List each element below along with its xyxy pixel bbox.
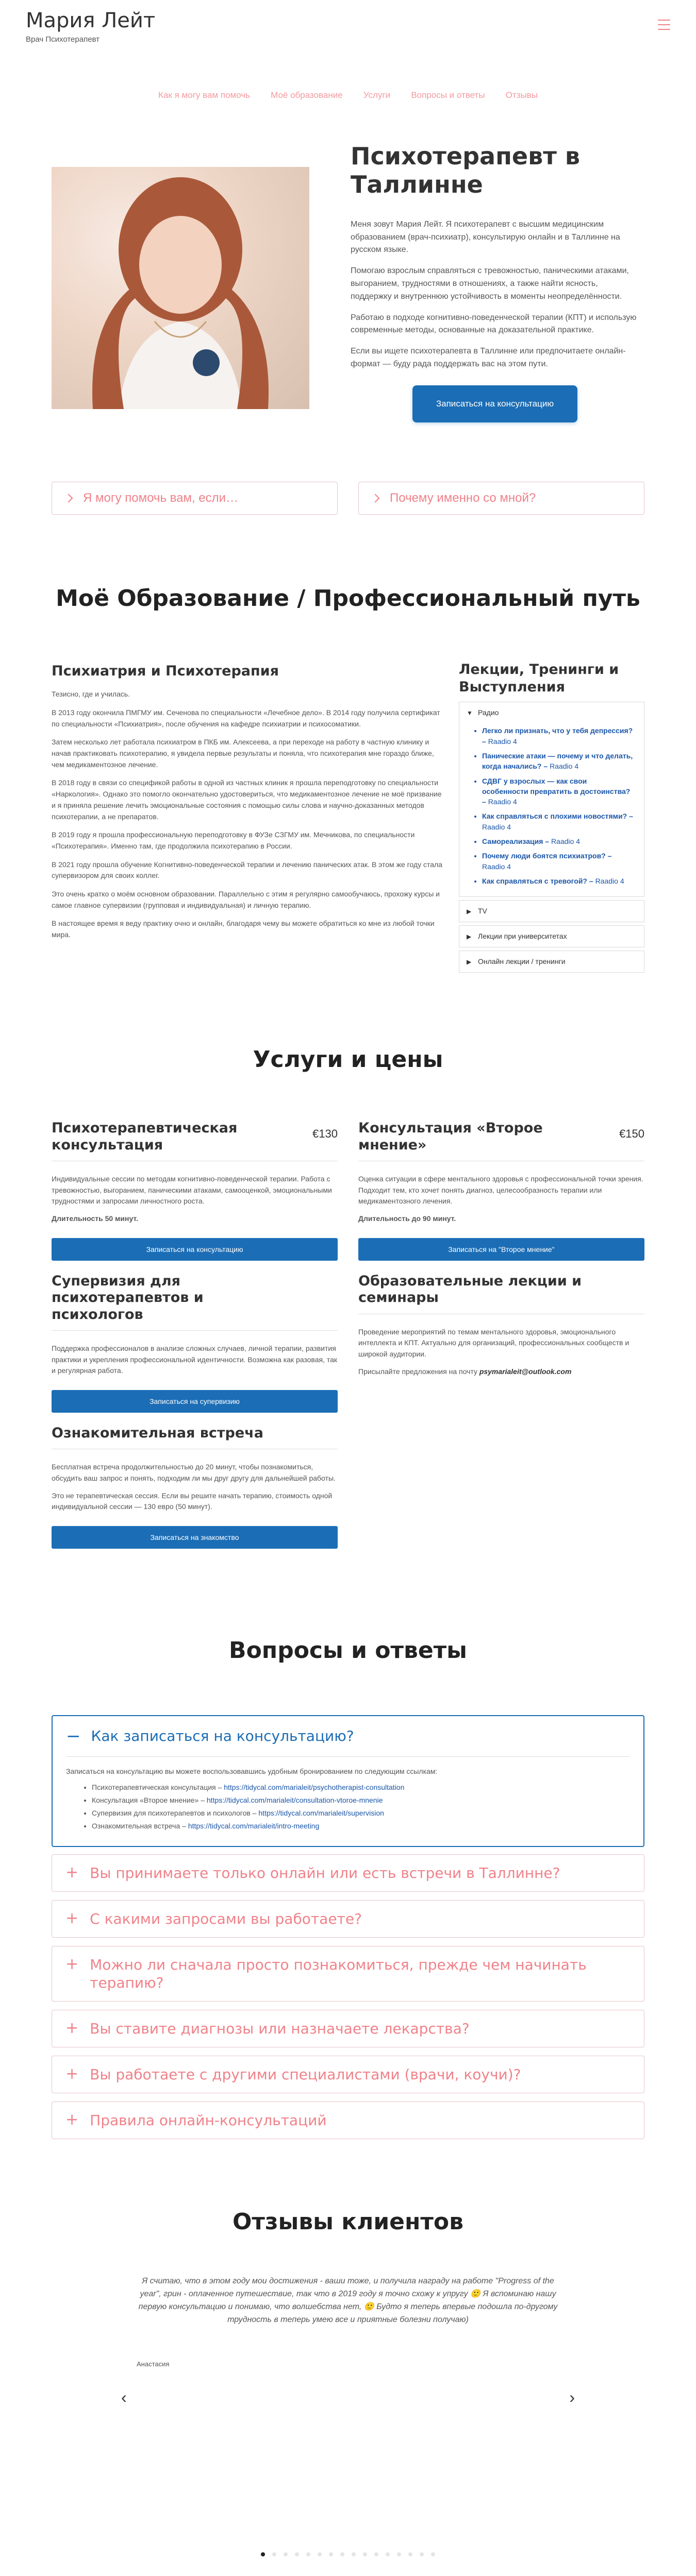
lecture-item[interactable]: • Как справляться с тревогой? – Raadio 4 xyxy=(482,876,634,886)
faq-item-open xyxy=(52,1715,644,1847)
service-description: Бесплатная встреча продолжительностью до 20 минут, чтобы познакомиться, обсудить ваш запрос и понять, подходим ли мы друг другу для дальнейшей работы. xyxy=(52,1463,336,1483)
hero-paragraph: Помогаю взрослым справляться с тревожностью, паническими атаками, выгоранием, трудностями в отношениях, а также найти ясность, поддержку и внутреннюю устойчивость в моменты неопределённости. xyxy=(351,266,629,301)
faq-answer: Записаться на консультацию вы можете воспользовавшись удобным бронированием по следующим ссылкам: • Психотерапевтическая консультация – https://tidycal.com/marialeit/psychotherapist-consultation • Консультация «Второе мнение» – https://tidycal.com/marialeit/consultation-vtoroe-mnenie • Супервизия для психотерапевтов и психологов – https://tidycal.com/marialeit/supervision • Ознакомительная встреча – https://tidycal.com/marialeit/intro-meeting xyxy=(66,1756,630,1846)
list-item: • Ознакомительная встреча – https://tidycal.com/marialeit/intro-meeting xyxy=(92,1821,630,1832)
email-link[interactable]: psymarialeit@outlook.com xyxy=(479,1367,572,1376)
service-description: Оценка ситуации в сфере ментального здоровья с профессиональной точки зрения. Подходит тем, кто хочет понять диагноз, целесообразность терапии или медикаментозного лечения. xyxy=(358,1174,643,1206)
review-slider-controls xyxy=(121,2385,575,2410)
slider-dot[interactable] xyxy=(306,2552,310,2556)
service-price: €130 xyxy=(312,1127,338,1141)
book-intro-button[interactable]: Записаться на знакомство xyxy=(52,1526,338,1549)
education-paragraph: В 2019 году я прошла профессиональную переподготовку в ФУЗе СЗГМУ им. Мечникова, по специальности «Психотерапия». Именно там, где продолжила психотерапию в России. xyxy=(52,831,415,850)
arrow-left-icon[interactable]: ‹ xyxy=(121,2387,127,2406)
services-section xyxy=(52,1118,644,1549)
lectures-list xyxy=(459,723,644,896)
booking-link[interactable]: https://tidycal.com/marialeit/intro-meeting xyxy=(188,1822,320,1831)
chevron-right-icon: ▶ xyxy=(467,958,472,965)
accordion-label: Я могу помочь вам, если… xyxy=(83,490,239,505)
faq-item[interactable]: + Вы принимаете только онлайн или есть встречи в Таллинне? xyxy=(52,1854,644,1892)
faq-item[interactable]: + Можно ли сначала просто познакомиться, прежде чем начинать терапию? xyxy=(52,1946,644,2002)
faq-item[interactable]: + Вы ставите диагнозы или назначаете лекарства? xyxy=(52,2010,644,2047)
arrow-right-icon[interactable]: › xyxy=(569,2387,575,2406)
lecture-item[interactable]: • Легко ли признать, что у тебя депрессия? – Raadio 4 xyxy=(482,725,634,747)
accordion-label: Почему именно со мной? xyxy=(390,490,536,505)
lecture-item[interactable]: • СДВГ у взрослых — как свои особенности превратить в достоинства? – Raadio 4 xyxy=(482,776,634,807)
lectures-group-tv[interactable]: ▶ TV xyxy=(459,900,644,922)
service-title: Ознакомительная встреча xyxy=(52,1425,263,1441)
slider-dot[interactable] xyxy=(352,2552,356,2556)
education-paragraph: В 2018 году в связи со спецификой работы в одной из частных клиник я прошла переподготовку по специальности «Наркология». Однако это помогло окончательно удостовериться, что медикаментозное лечение не моё призвание и я приняла решение лечить эмоциональные состояния с помощью силы слова и научно-доказанных методов психотерапии, а не препаратов. xyxy=(52,778,442,821)
booking-links xyxy=(92,1782,630,1832)
nav-link-faq[interactable]: Вопросы и ответы xyxy=(411,90,485,100)
slider-dot[interactable] xyxy=(272,2552,276,2556)
main-nav xyxy=(0,89,696,102)
faq-item[interactable]: + Вы работаете с другими специалистами (врачи, коучи)? xyxy=(52,2056,644,2093)
slider-dot[interactable] xyxy=(397,2552,401,2556)
hero-title: Психотерапевт в Таллинне xyxy=(351,142,580,198)
book-supervision-button[interactable]: Записаться на супервизию xyxy=(52,1390,338,1413)
plus-icon: + xyxy=(65,2111,79,2129)
accordion-why-me[interactable] xyxy=(358,482,644,515)
service-card xyxy=(52,1423,338,1549)
slider-dot[interactable] xyxy=(340,2552,344,2556)
list-item: • Супервизия для психотерапевтов и психологов – https://tidycal.com/marialeit/supervision xyxy=(92,1808,630,1819)
faq-question: Как записаться на консультацию? xyxy=(91,1727,354,1745)
slider-dot[interactable] xyxy=(386,2552,390,2556)
portrait-photo xyxy=(52,167,309,409)
hero-paragraph: Работаю в подходе когнитивно-поведенческой терапии (КПТ) и использую современные методы, основанные на доказательной практике. xyxy=(351,313,637,335)
review-text: Я считаю, что в этом году мои достижения - ваши тоже, и получила награду на работе "Progress of the year", грин - оплаченное путешествие, так что в 2019 году я точно схожу к упругу 🙂 Я вспоминаю нашу первую консультацию и понимаю, что волшебства нет, 🙂 Будто я теперь впервые подошла по-другому трудность в теперь умею все и приятные болезни получаю) xyxy=(138,2277,558,2324)
service-duration: Длительность до 90 минут. xyxy=(358,1214,456,1223)
lectures-sidebar xyxy=(459,661,644,976)
lectures-group-universities[interactable]: ▶ Лекции при университетах xyxy=(459,925,644,947)
minus-icon: − xyxy=(66,1726,81,1747)
book-consultation-button[interactable]: Записаться на консультацию xyxy=(412,385,577,422)
hero-paragraph: Если вы ищете психотерапевта в Таллинне или предпочитаете онлайн-формат — буду рада поддержать вас на этом пути. xyxy=(351,347,626,369)
slider-dot[interactable] xyxy=(420,2552,424,2556)
service-description: Поддержка профессионалов в анализе сложных случаев, личной терапии, развития практики и укрепления профессиональной идентичности. Возможна как разовая, так и регулярная работа. xyxy=(52,1344,338,1375)
service-title: Супервизия для психотерапевтов и психологов xyxy=(52,1273,204,1323)
lectures-group-toggle[interactable]: ▼ Радио xyxy=(467,708,499,717)
faq-title: Вопросы и ответы xyxy=(229,1637,467,1664)
reviews-title: Отзывы клиентов xyxy=(233,2209,463,2235)
lectures-group-radio xyxy=(459,702,644,897)
service-price: €150 xyxy=(619,1127,644,1141)
education-main xyxy=(52,661,443,976)
slider-dot[interactable] xyxy=(295,2552,299,2556)
service-description: Проведение мероприятий по темам ментального здоровья, эмоционального интеллекта и КПТ. Актуально для организаций, профессиональных сообществ и широкой аудитории. xyxy=(358,1327,629,1358)
hero-section xyxy=(52,142,644,422)
nav-link-reviews[interactable]: Отзывы xyxy=(505,90,538,100)
plus-icon: + xyxy=(65,2019,79,2038)
slider-dot[interactable] xyxy=(408,2552,412,2556)
plus-icon: + xyxy=(65,1909,79,1928)
booking-link[interactable]: https://tidycal.com/marialeit/consultation-vtoroe-mnenie xyxy=(206,1796,383,1805)
service-contact-note: Присылайте предложения на почту psymarialeit@outlook.com xyxy=(358,1367,572,1376)
book-consultation-button[interactable]: Записаться на консультацию xyxy=(52,1238,338,1261)
hero-text xyxy=(351,142,639,422)
slider-dot[interactable] xyxy=(261,2552,265,2556)
site-title[interactable]: Мария Лейт xyxy=(26,9,156,32)
education-paragraph: В настоящее время я веду практику очно и онлайн, благодаря чему вы можете обратиться ко мне из любой точки мира. xyxy=(52,919,435,939)
chevron-down-icon: ▼ xyxy=(467,709,473,717)
review-author: Анастасия xyxy=(137,2360,170,2368)
education-title: Моё Образование / Профессиональный путь xyxy=(56,585,640,612)
service-card xyxy=(358,1271,644,1413)
slider-dots xyxy=(0,2549,696,2561)
site-tagline: Врач Психотерапевт xyxy=(26,35,100,44)
chevron-right-icon: ▶ xyxy=(467,933,472,940)
chevron-right-icon: ▶ xyxy=(467,907,472,915)
service-duration: Длительность 50 минут. xyxy=(52,1214,138,1223)
nav-link-services[interactable]: Услуги xyxy=(363,90,391,100)
book-second-opinion-button[interactable]: Записаться на "Второе мнение" xyxy=(358,1238,644,1261)
top-accordions xyxy=(52,482,644,515)
education-paragraph: В 2013 году окончила ПМГМУ им. Сеченова по специальности «Лечебное дело». В 2014 году получила сертификат по специальности «Психиатрия», после обучения на кафедре психиатрии и психосоматики. xyxy=(52,708,440,728)
chevron-right-icon xyxy=(64,494,73,502)
chevron-right-icon xyxy=(371,494,380,502)
services-title: Услуги и цены xyxy=(253,1046,443,1073)
slider-dot[interactable] xyxy=(318,2552,322,2556)
education-paragraph: Это очень кратко о моём основном образовании. Параллельно с этим я регулярно самообучаюсь, прохожу курсы и самое главное супервизии (групповая и индивидуальная) и личную терапию. xyxy=(52,889,440,909)
booking-link[interactable]: https://tidycal.com/marialeit/supervision xyxy=(258,1809,384,1818)
hero-paragraph: Меня зовут Мария Лейт. Я психотерапевт с высшим медицинским образованием (врач-психиатр), консультирую онлайн и в Таллинне на русском языке. xyxy=(351,219,620,255)
lecture-item[interactable]: • Панические атаки — почему и что делать, когда начались? – Raadio 4 xyxy=(482,751,634,772)
slider-dot[interactable] xyxy=(431,2552,435,2556)
faq-item[interactable]: + С какими запросами вы работаете? xyxy=(52,1900,644,1938)
lectures-group-online[interactable]: ▶ Онлайн лекции / тренинги xyxy=(459,951,644,973)
service-title: Психотерапевтическая консультация xyxy=(52,1120,238,1153)
service-description: Это не терапевтическая сессия. Если вы решите начать терапию, стоимость одной индивидуальной сессии — 130 евро (50 минут). xyxy=(52,1491,333,1511)
plus-icon: + xyxy=(65,1863,79,1882)
education-heading: Психиатрия и Психотерапия xyxy=(52,663,279,679)
service-card xyxy=(52,1271,338,1413)
menu-icon[interactable] xyxy=(658,20,670,30)
nav-link-help[interactable]: Как я могу вам помочь xyxy=(158,90,250,100)
plus-icon: + xyxy=(65,2065,79,2083)
service-description: Индивидуальные сессии по методам когнитивно-поведенческой терапии. Работа с тревожностью, выгоранием, паническими атаками, самооценкой, эмоциональными трудностями и запросами личностного роста. xyxy=(52,1174,332,1206)
list-item: • Психотерапевтическая консультация – https://tidycal.com/marialeit/psychotherapist-consultation xyxy=(92,1782,630,1793)
plus-icon: + xyxy=(65,1955,79,1974)
slider-dot[interactable] xyxy=(374,2552,378,2556)
lecture-item[interactable]: • Почему люди боятся психиатров? – Raadio 4 xyxy=(482,851,634,872)
slider-dot[interactable] xyxy=(284,2552,288,2556)
faq-item[interactable]: + Правила онлайн-консультаций xyxy=(52,2102,644,2139)
education-paragraph: В 2021 году прошла обучение Когнитивно-поведенческой терапии и лечению панических атак. В этом же году стала супервизором для своих коллег. xyxy=(52,860,442,880)
lecture-item[interactable]: • Как справляться с плохими новостями? – Raadio 4 xyxy=(482,811,634,832)
service-title: Консультация «Второе мнение» xyxy=(358,1120,543,1153)
slider-dot[interactable] xyxy=(363,2552,367,2556)
service-title: Образовательные лекции и семинары xyxy=(358,1273,582,1306)
slider-dot[interactable] xyxy=(329,2552,333,2556)
education-paragraph: Затем несколько лет работала психиатром в ПКБ им. Алексеева, а при переходе на работу в частную клинику и начав практиковать психотерапию, я увидела первые результаты и поняла, что психотерапия мне гораздо ближе, чем медикаментозное лечение. xyxy=(52,738,434,769)
lecture-item[interactable]: • Самореализация – Raadio 4 xyxy=(482,836,634,846)
booking-link[interactable]: https://tidycal.com/marialeit/psychotherapist-consultation xyxy=(224,1783,405,1792)
education-paragraph: Тезисно, где и училась. xyxy=(52,690,130,699)
faq-section xyxy=(52,1715,644,2139)
service-card xyxy=(358,1118,644,1261)
lectures-heading: Лекции, Тренинги и Выступления xyxy=(459,661,619,695)
site-header xyxy=(0,0,696,57)
education-section xyxy=(52,661,644,976)
service-card xyxy=(52,1118,338,1261)
accordion-help[interactable] xyxy=(52,482,338,515)
faq-question-toggle[interactable] xyxy=(66,1725,630,1747)
list-item: • Консультация «Второе мнение» – https://tidycal.com/marialeit/consultation-vtoroe-mnenie xyxy=(92,1795,630,1806)
nav-link-education[interactable]: Моё образование xyxy=(271,90,343,100)
